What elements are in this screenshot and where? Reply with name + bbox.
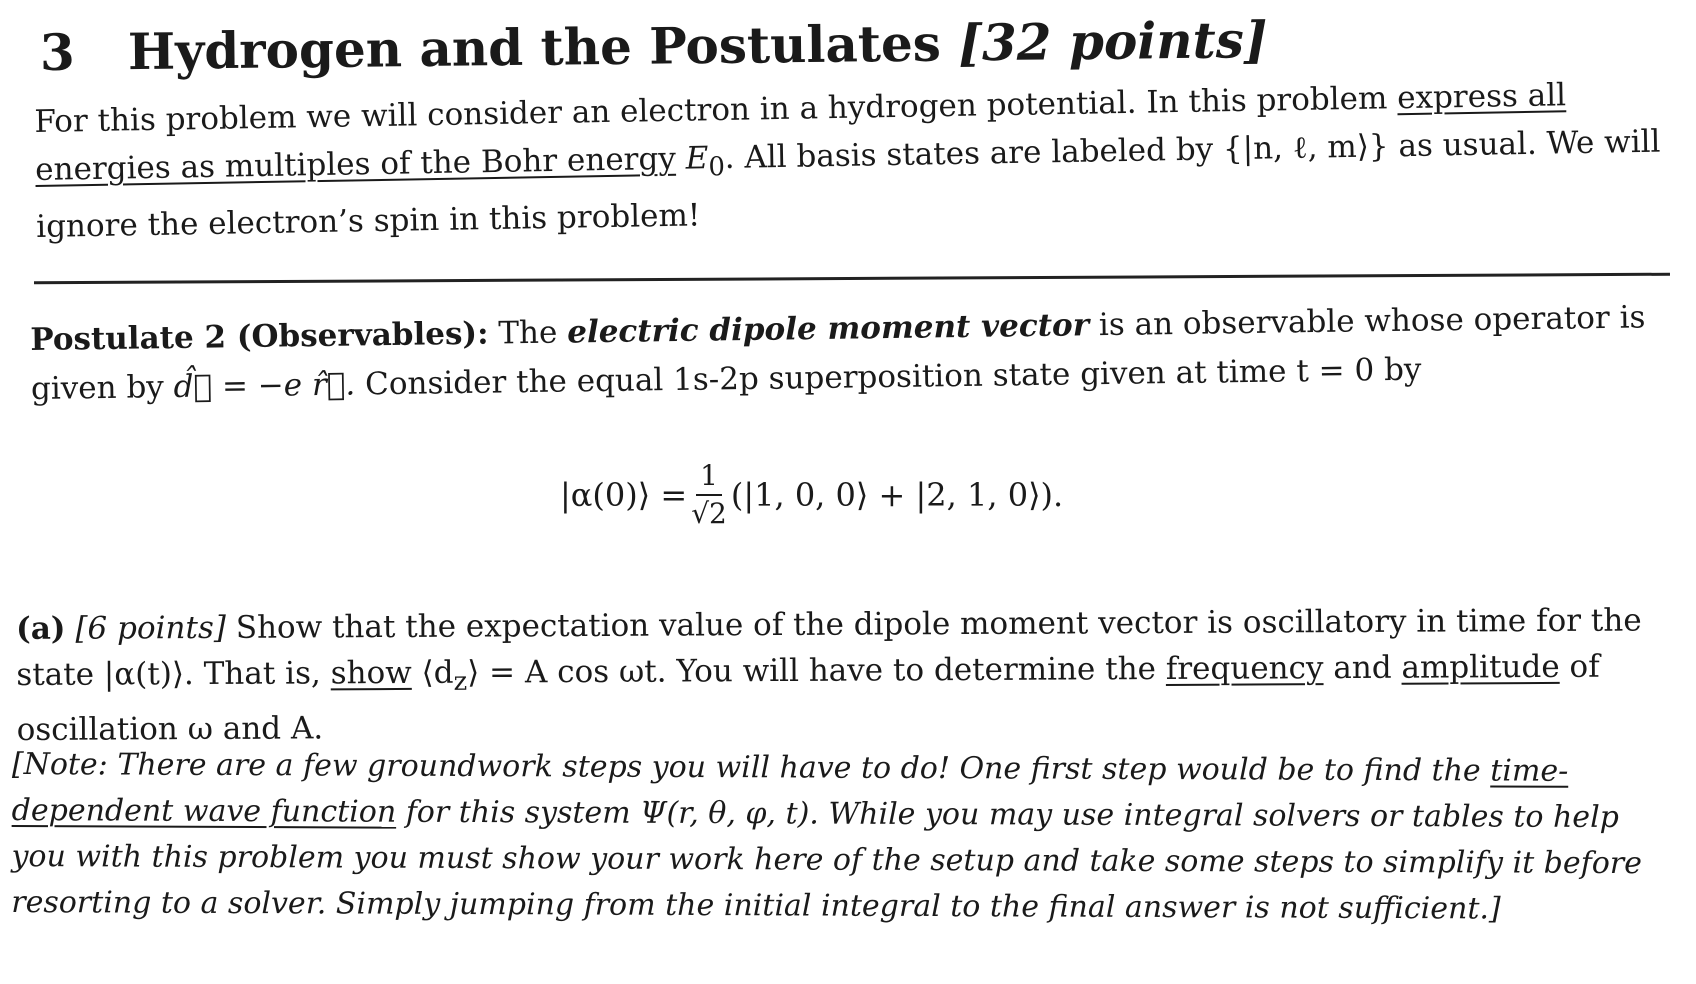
part-a-label: (a)	[16, 610, 66, 647]
dipole-operator: d̂⃗ = −e r̂⃗.	[173, 366, 356, 405]
postulate-paragraph	[30, 293, 1671, 414]
part-a-text-4: and	[1323, 649, 1402, 687]
intro-underlined: express all energies as multiples of the Bohr energy	[34, 77, 1567, 188]
part-a-underlined-3: amplitude	[1401, 648, 1560, 686]
superposition-equation	[560, 458, 1063, 532]
note-underlined: time-dependent wave function	[11, 753, 1569, 830]
postulate-label: Postulate 2 (Observables):	[30, 315, 489, 358]
intro-text-3: . All basis states are labeled by {|n, ℓ, m⟩} as usual. We will ignore the electron’s spin in this problem!	[35, 123, 1661, 246]
section-title: Hydrogen and the Postulates	[127, 13, 942, 82]
equation-fraction	[691, 458, 727, 532]
section-heading	[40, 5, 1268, 88]
intro-paragraph	[34, 69, 1676, 251]
postulate-emphasis: electric dipole moment vector	[566, 307, 1090, 351]
section-number: 3	[39, 22, 76, 82]
part-a-underlined-1: show	[330, 654, 412, 692]
note-paragraph	[11, 742, 1662, 933]
part-a-subscript: z	[453, 666, 468, 697]
part-a-points: [6 points]	[75, 609, 227, 647]
equation-rhs: (|1, 0, 0⟩ + |2, 1, 0⟩).	[730, 476, 1064, 514]
note-text-1: [Note: There are a few groundwork steps you will have to do! One first step would be to find the	[11, 746, 1491, 789]
postulate-text-2: is an observable whose operator is given by	[30, 299, 1646, 407]
intro-text-2: E	[675, 140, 709, 177]
equation-lhs: |α(0)⟩ =	[560, 476, 688, 514]
fraction-denominator: √2	[691, 497, 727, 530]
note-text-2: for this system Ψ(r, θ, φ, t). While you may use integral solvers or tables to help you with this problem you must show your work here of the setup and take some steps to simplify it before resorting to a solver. Simply jumping from the initial integral to the final answer is not sufficient.]	[11, 794, 1642, 927]
intro-subscript: 0	[708, 152, 726, 183]
part-a-text-1: Show that the expectation value of the dipole moment vector is oscillatory in time for the state |α(t)⟩. That is,	[16, 602, 1642, 693]
part-a-text-5: of oscillation ω and A.	[16, 648, 1600, 749]
part-a-paragraph	[16, 597, 1667, 753]
horizontal-rule	[34, 273, 1670, 285]
section-points: [32 points]	[957, 10, 1268, 73]
intro-text-1: For this problem we will consider an electron in a hydrogen potential. In this problem	[34, 80, 1398, 140]
part-a-underlined-2: frequency	[1165, 650, 1324, 687]
postulate-text-3: Consider the equal 1s-2p superposition state given at time t = 0 by	[354, 351, 1422, 403]
postulate-text-1: The	[488, 314, 568, 352]
part-a-text-2: ⟨d	[411, 654, 454, 691]
part-a-text-3: ⟩ = A cos ωt. You will have to determine the	[467, 650, 1166, 691]
fraction-numerator: 1	[696, 458, 722, 496]
